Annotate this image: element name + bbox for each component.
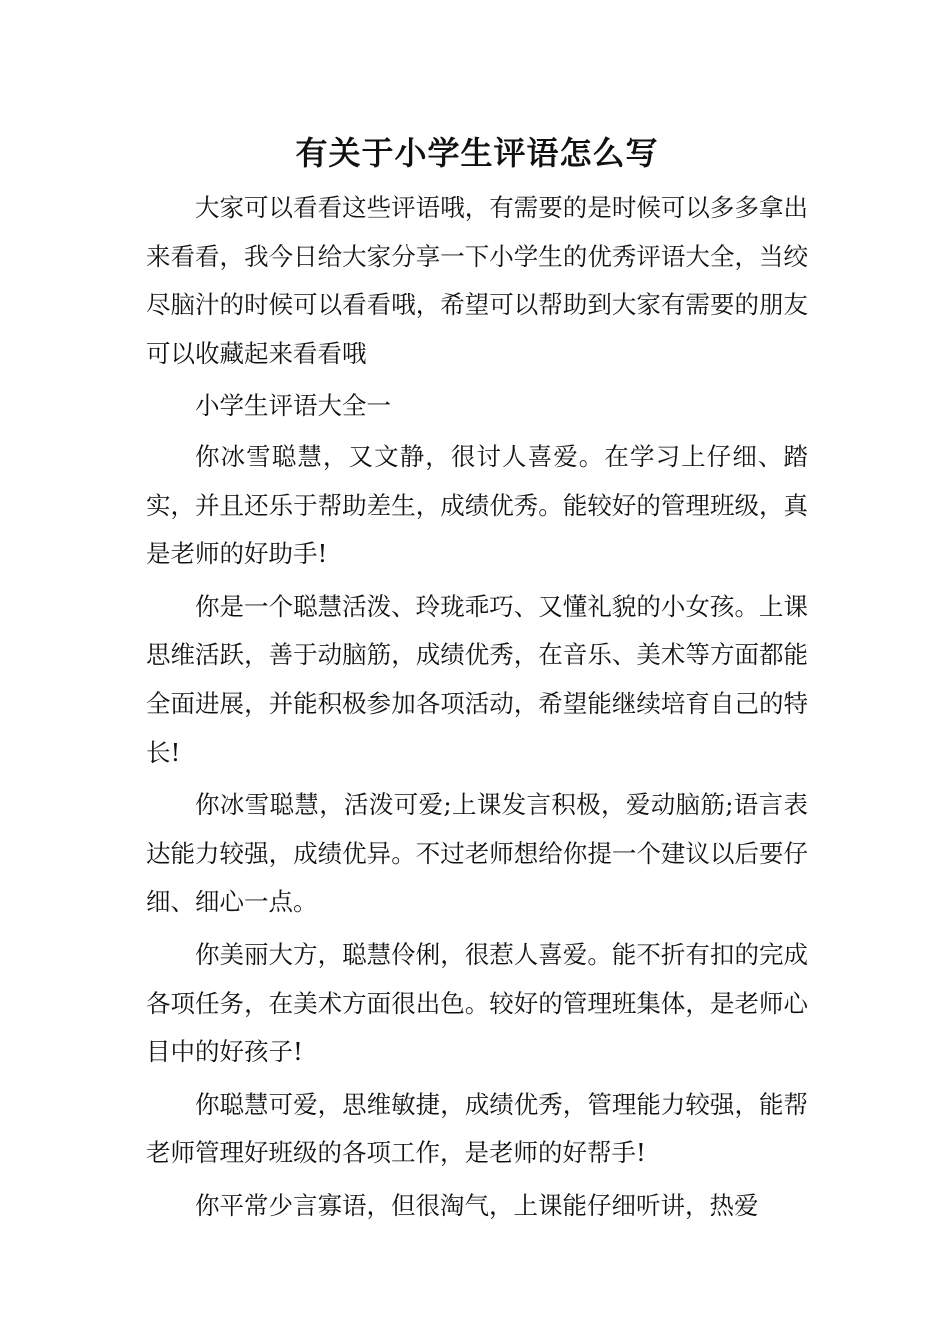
comment-paragraph: 你平常少言寡语，但很淘气，上课能仔细听讲，热爱 [195,1190,759,1220]
comment-paragraph: 你是一个聪慧活泼、玲珑乖巧、又懂礼貌的小女孩。上课思维活跃，善于动脑筋，成绩优秀，在音乐、美术等方面都能全面进展，并能积极参加各项活动，希望能继续培育自己的特长! [146,591,808,767]
comment-paragraph: 你美丽大方，聪慧伶俐，很惹人喜爱。能不折有扣的完成各项任务，在美术方面很出色。较好的管理班集体，是老师心目中的好孩子! [146,939,808,1067]
comment-paragraph: 你冰雪聪慧，又文静，很讨人喜爱。在学习上仔细、踏实，并且还乐于帮助差生，成绩优秀。能较好的管理班级，真是老师的好助手! [146,441,808,569]
document-title: 有关于小学生评语怎么写 [295,134,659,172]
comment-paragraph: 你聪慧可爱，思维敏捷，成绩优秀，管理能力较强，能帮老师管理好班级的各项工作，是老师的好帮手! [146,1089,808,1168]
document-content [146,128,808,1234]
comment-paragraph: 你冰雪聪慧，活泼可爱;上课发言积极，爱动脑筋;语言表达能力较强，成绩优异。不过老师想给你提一个建议以后要仔细、细心一点。 [146,790,808,917]
intro-paragraph: 大家可以看看这些评语哦，有需要的是时候可以多多拿出来看看，我今日给大家分享一下小学生的优秀评语大全，当绞尽脑汁的时候可以看看哦，希望可以帮助到大家有需要的朋友可以收藏起来看看哦 [146,193,808,368]
section-heading: 小学生评语大全一 [195,391,391,421]
